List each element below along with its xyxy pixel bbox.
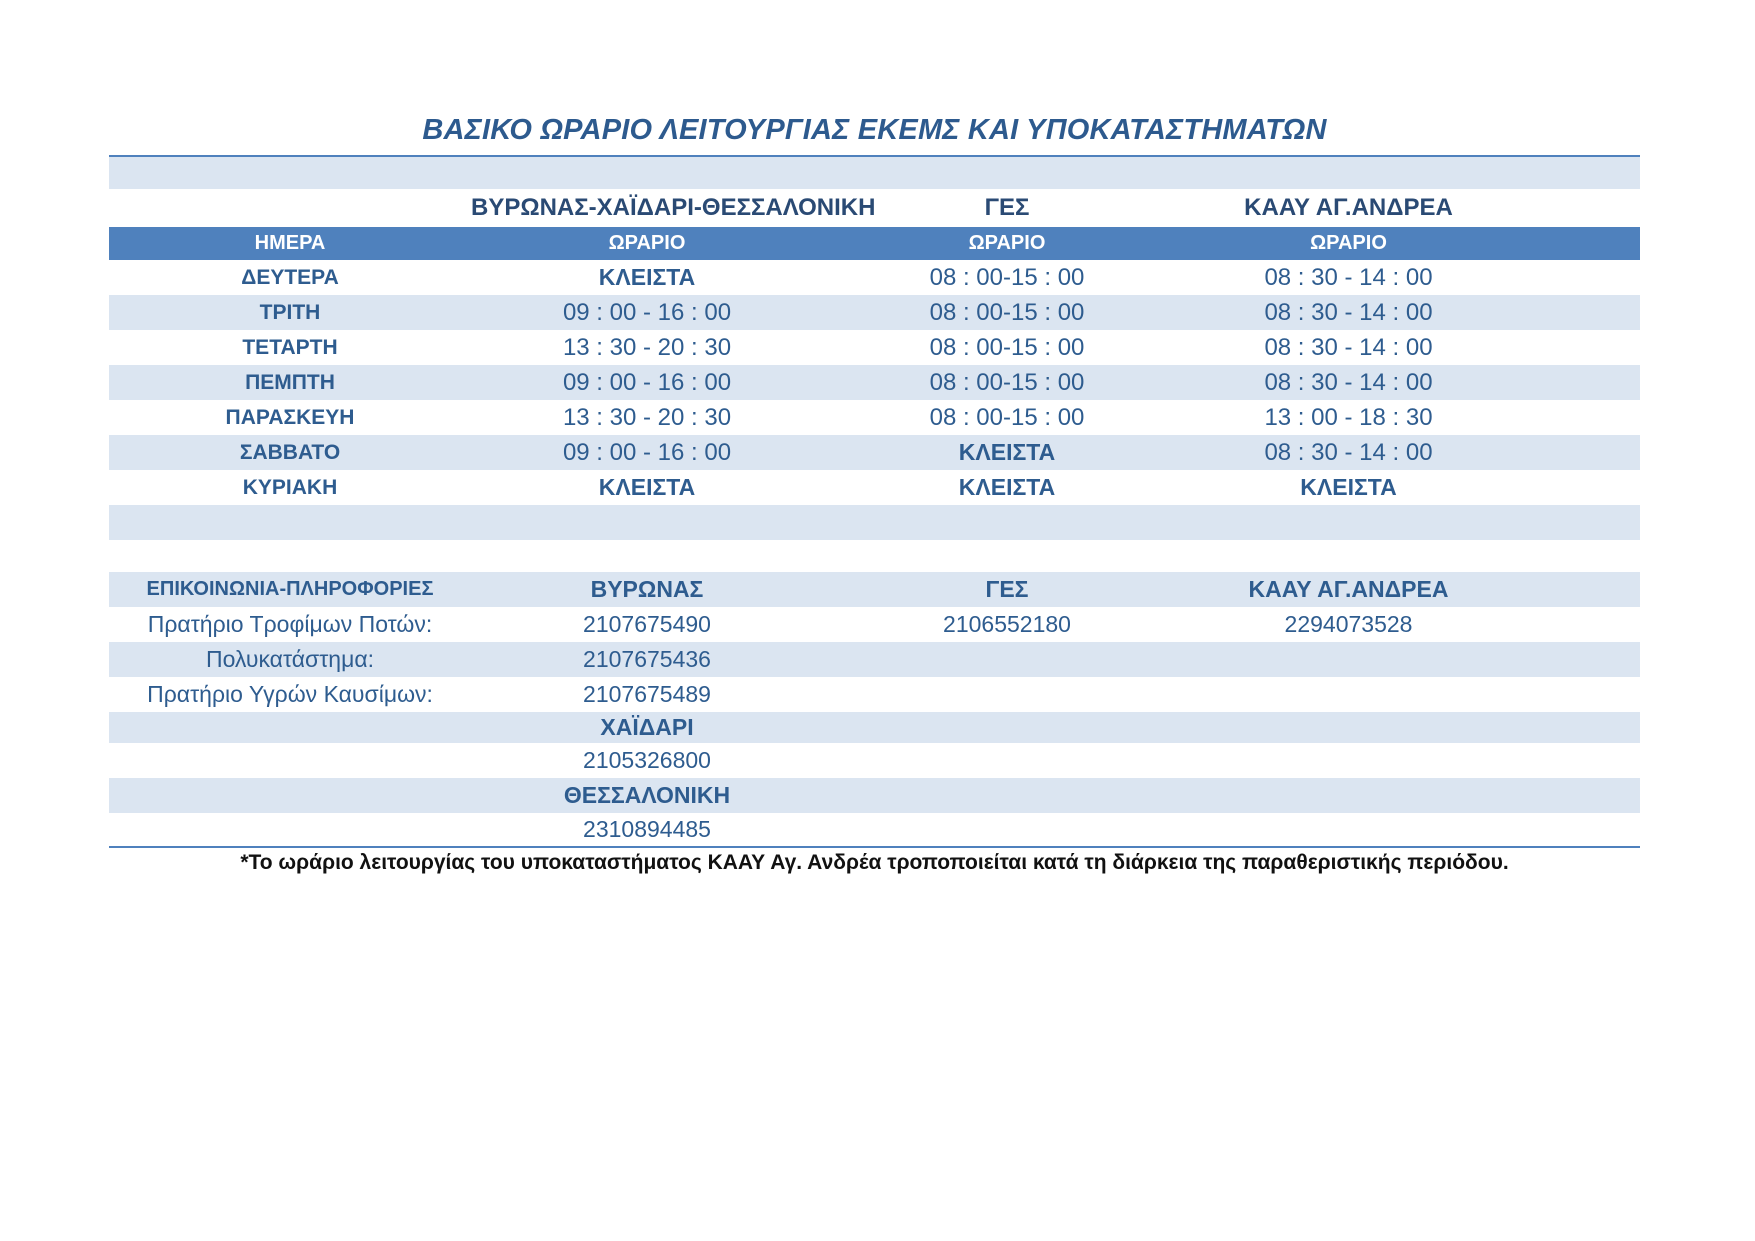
schedule-row bbox=[109, 365, 1640, 400]
contact-header-ges: ΓΕΣ bbox=[985, 576, 1029, 602]
header-hours-3: ΩΡΑΡΙΟ bbox=[1310, 232, 1387, 254]
schedule-row bbox=[109, 400, 1640, 435]
chaidari-phone: 2105326800 bbox=[583, 747, 711, 773]
hours-vyronas: 13 : 30 - 20 : 30 bbox=[562, 333, 732, 361]
hours-vyronas: ΚΛΕΙΣΤΑ bbox=[598, 264, 696, 290]
hours-vyronas: 09 : 00 - 16 : 00 bbox=[562, 368, 732, 396]
phone-kaay: 2294073528 bbox=[1284, 611, 1413, 637]
day-cell: ΣΑΒΒΑΤΟ bbox=[239, 440, 341, 464]
contact-header-label: ΕΠΙΚΟΙΝΩΝΙΑ-ΠΛΗΡΟΦΟΡΙΕΣ bbox=[146, 578, 434, 600]
schedule-header-row bbox=[109, 227, 1640, 260]
contact-label: Πρατήριο Τροφίμων Ποτών: bbox=[147, 611, 433, 637]
footnote: *Το ωράριο λειτουργίας του υποκαταστήματος ΚΑΑΥ Αγ. Ανδρέα τροποποιείται κατά τη διάρκεια της παραθεριστικής περιόδου. bbox=[240, 851, 1509, 874]
thessaloniki-phone-row bbox=[109, 813, 1640, 846]
hours-ges: 08 : 00-15 : 00 bbox=[929, 298, 1085, 326]
contact-row bbox=[109, 607, 1640, 642]
hours-kaay: 13 : 00 - 18 : 30 bbox=[1264, 403, 1433, 431]
location-kaay: ΚΑΑΥ ΑΓ.ΑΝΔΡΕΑ bbox=[1244, 194, 1453, 221]
day-cell: ΤΕΤΑΡΤΗ bbox=[242, 335, 338, 359]
phone-vyronas: 2107675489 bbox=[583, 681, 711, 707]
contact-header-vyronas: ΒΥΡΩΝΑΣ bbox=[590, 576, 704, 602]
location-vyronas: ΒΥΡΩΝΑΣ-ΧΑΪΔΑΡΙ-ΘΕΣΣΑΛΟΝΙΚΗ bbox=[471, 194, 876, 221]
hours-kaay: 08 : 30 - 14 : 00 bbox=[1264, 438, 1433, 466]
hours-kaay: ΚΛΕΙΣΤΑ bbox=[1300, 474, 1397, 500]
hours-kaay: 08 : 30 - 14 : 00 bbox=[1264, 263, 1433, 291]
hours-vyronas: 09 : 00 - 16 : 00 bbox=[562, 438, 732, 466]
contact-label: Πρατήριο Υγρών Καυσίμων: bbox=[147, 681, 433, 707]
hours-ges: 08 : 00-15 : 00 bbox=[929, 368, 1085, 396]
hours-ges: 08 : 00-15 : 00 bbox=[929, 403, 1085, 431]
day-cell: ΠΕΜΠΤΗ bbox=[245, 370, 335, 394]
thessaloniki-subheader-row bbox=[109, 778, 1640, 813]
hours-ges: ΚΛΕΙΣΤΑ bbox=[958, 439, 1056, 465]
schedule-row bbox=[109, 260, 1640, 295]
hours-vyronas: ΚΛΕΙΣΤΑ bbox=[598, 474, 696, 500]
schedule-row bbox=[109, 330, 1640, 365]
contact-label: Πολυκατάστημα: bbox=[205, 646, 375, 672]
contact-header-kaay: ΚΑΑΥ ΑΓ.ΑΝΔΡΕΑ bbox=[1248, 576, 1449, 602]
contact-row bbox=[109, 677, 1640, 712]
thessaloniki-name: ΘΕΣΣΑΛΟΝΙΚΗ bbox=[563, 782, 731, 808]
day-cell: ΚΥΡΙΑΚΗ bbox=[242, 475, 338, 499]
day-cell: ΤΡΙΤΗ bbox=[259, 300, 321, 324]
phone-ges: 2106552180 bbox=[943, 611, 1071, 637]
header-hours-2: ΩΡΑΡΙΟ bbox=[968, 232, 1046, 254]
contact-header-row bbox=[109, 572, 1640, 607]
spacer-band-top bbox=[109, 157, 1640, 189]
hours-vyronas: 09 : 00 - 16 : 00 bbox=[562, 298, 732, 326]
chaidari-name: ΧΑΪΔΑΡΙ bbox=[600, 714, 694, 740]
phone-vyronas: 2107675490 bbox=[583, 611, 711, 637]
thessaloniki-phone: 2310894485 bbox=[583, 816, 711, 842]
schedule-row bbox=[109, 295, 1640, 330]
document-title: ΒΑΣΙΚΟ ΩΡΑΡΙΟ ΛΕΙΤΟΥΡΓΙΑΣ ΕΚΕΜΣ ΚΑΙ ΥΠΟΚΑΤΑΣΤΗΜΑΤΩΝ bbox=[422, 114, 1327, 146]
locations-row bbox=[109, 189, 1640, 227]
schedule-row bbox=[109, 435, 1640, 470]
chaidari-phone-row bbox=[109, 743, 1640, 778]
hours-kaay: 08 : 30 - 14 : 00 bbox=[1264, 368, 1433, 396]
phone-vyronas: 2107675436 bbox=[583, 646, 711, 672]
day-cell: ΔΕΥΤΕΡΑ bbox=[241, 265, 339, 289]
contact-row bbox=[109, 642, 1640, 677]
day-cell: ΠΑΡΑΣΚΕΥΗ bbox=[225, 405, 355, 429]
hours-kaay: 08 : 30 - 14 : 00 bbox=[1264, 333, 1433, 361]
spacer-band-middle bbox=[109, 505, 1640, 540]
hours-ges: 08 : 00-15 : 00 bbox=[929, 333, 1085, 361]
hours-ges: ΚΛΕΙΣΤΑ bbox=[958, 474, 1056, 500]
header-day: ΗΜΕΡΑ bbox=[254, 232, 326, 254]
hours-ges: 08 : 00-15 : 00 bbox=[929, 263, 1085, 291]
hours-kaay: 08 : 30 - 14 : 00 bbox=[1264, 298, 1433, 326]
schedule-row bbox=[109, 470, 1640, 505]
chaidari-subheader-row bbox=[109, 712, 1640, 743]
bottom-rule bbox=[109, 846, 1640, 848]
hours-vyronas: 13 : 30 - 20 : 30 bbox=[562, 403, 732, 431]
location-ges: ΓΕΣ bbox=[984, 194, 1030, 221]
header-hours-1: ΩΡΑΡΙΟ bbox=[608, 232, 686, 254]
